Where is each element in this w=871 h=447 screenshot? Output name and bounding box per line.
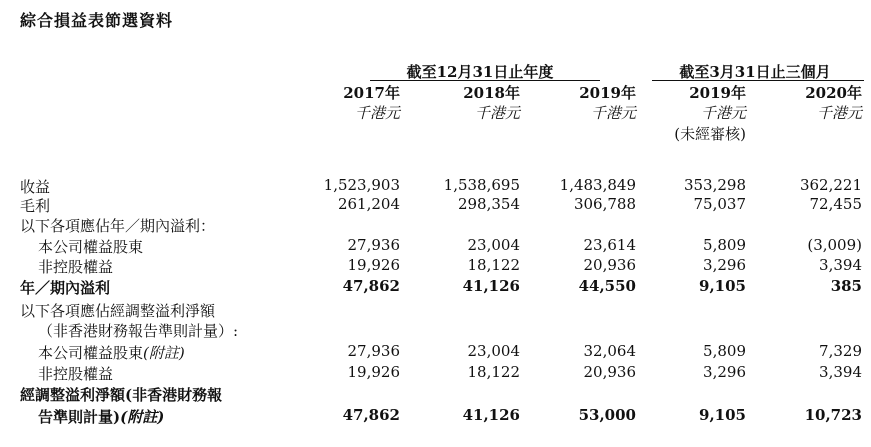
table-cell: 53,000: [578, 406, 636, 424]
row-label-text: 非控股權益: [38, 258, 114, 276]
table-cell: 72,455: [809, 195, 862, 213]
column-unit-header: 千港元: [816, 104, 862, 122]
column-unit-header: 千港元: [590, 104, 636, 122]
row-label-note: (附註): [143, 344, 185, 362]
table-cell: 3,394: [819, 256, 862, 274]
table-cell: 32,064: [583, 342, 636, 360]
row-label-text: 經調整溢利淨額(非香港財務報: [20, 386, 223, 404]
row-label: [20, 176, 50, 197]
table-cell: 47,862: [342, 277, 400, 295]
row-label: [20, 215, 215, 236]
table-cell: 9,105: [699, 277, 746, 295]
table-cell: 353,298: [683, 176, 746, 194]
table-cell: 362,221: [799, 176, 862, 194]
row-label-text: 年／期內溢利: [20, 279, 111, 297]
table-cell: 261,204: [337, 195, 400, 213]
column-note-header: (未經審核): [674, 125, 746, 143]
table-row: [0, 176, 871, 196]
row-label-text: 非控股權益: [38, 365, 114, 383]
table-cell: 10,723: [804, 406, 862, 424]
row-label-text: 以下各項應佔經調整溢利淨額: [20, 302, 216, 320]
table-row: [0, 406, 871, 426]
column-year-header: 2019年: [689, 84, 746, 102]
table-row: [0, 256, 871, 276]
table-row: [0, 195, 871, 215]
table-cell: 306,788: [573, 195, 636, 213]
table-row: [0, 384, 871, 404]
table-row: [0, 215, 871, 235]
row-label: [38, 406, 164, 427]
row-label-text: 本公司權益股東: [38, 344, 144, 362]
table-cell: 41,126: [462, 406, 520, 424]
row-label-text: 毛利: [20, 197, 51, 215]
row-label-note: (附註): [120, 408, 165, 426]
row-label: [20, 300, 215, 321]
table-row: [0, 236, 871, 256]
row-label: [38, 236, 143, 257]
row-label-text: 告準則計量): [38, 408, 121, 426]
table-row: [0, 277, 871, 297]
table-cell: 3,296: [703, 363, 746, 381]
table-cell: 75,037: [693, 195, 746, 213]
group-underline-three-months: [652, 80, 864, 81]
column-unit-header: 千港元: [354, 104, 400, 122]
column-year-header: 2019年: [579, 84, 636, 102]
table-cell: 23,004: [467, 342, 520, 360]
table-cell: 1,538,695: [443, 176, 520, 194]
table-cell: 41,126: [462, 277, 520, 295]
row-label-text: （非香港財務報告準則計量）:: [38, 322, 239, 340]
row-label: [20, 195, 50, 216]
table-cell: 23,004: [467, 236, 520, 254]
table-cell: 20,936: [583, 256, 636, 274]
table-cell: (3,009): [807, 236, 862, 254]
table-cell: 20,936: [583, 363, 636, 381]
column-unit-header: 千港元: [700, 104, 746, 122]
table-cell: 9,105: [699, 406, 746, 424]
table-cell: 5,809: [703, 342, 746, 360]
group-header-three-months: 截至3月31日止三個月: [679, 63, 831, 81]
table-row: [0, 300, 871, 320]
row-label-text: 收益: [20, 178, 51, 196]
table-cell: 7,329: [819, 342, 862, 360]
row-label: [20, 277, 110, 298]
table-cell: 1,523,903: [323, 176, 400, 194]
table-cell: 47,862: [342, 406, 400, 424]
table-cell: 18,122: [467, 256, 520, 274]
table-cell: 44,550: [578, 277, 636, 295]
row-label: [38, 342, 185, 363]
row-label: [38, 363, 113, 384]
table-cell: 5,809: [703, 236, 746, 254]
table-cell: 27,936: [347, 236, 400, 254]
row-label-text: 以下各項應佔年／期內溢利：: [20, 217, 216, 235]
table-cell: 1,483,849: [559, 176, 636, 194]
row-label: [38, 256, 113, 277]
table-cell: 298,354: [457, 195, 520, 213]
table-cell: 19,926: [347, 256, 400, 274]
column-year-header: 2017年: [343, 84, 400, 102]
column-year-header: 2020年: [805, 84, 862, 102]
row-label: [20, 384, 222, 405]
table-cell: 3,296: [703, 256, 746, 274]
table-cell: 18,122: [467, 363, 520, 381]
table-row: [0, 320, 871, 340]
table-row: [0, 363, 871, 383]
group-header-year-end: 截至12月31日止年度: [406, 63, 554, 81]
table-cell: 385: [830, 277, 862, 295]
column-unit-header: 千港元: [474, 104, 520, 122]
row-label: [38, 320, 238, 341]
row-label-text: 本公司權益股東: [38, 238, 144, 256]
table-cell: 3,394: [819, 363, 862, 381]
table-cell: 23,614: [583, 236, 636, 254]
column-year-header: 2018年: [463, 84, 520, 102]
page-title: 綜合損益表節選資料: [20, 11, 174, 30]
table-cell: 27,936: [347, 342, 400, 360]
group-underline-year-end: [370, 80, 600, 81]
table-cell: 19,926: [347, 363, 400, 381]
table-row: [0, 342, 871, 362]
